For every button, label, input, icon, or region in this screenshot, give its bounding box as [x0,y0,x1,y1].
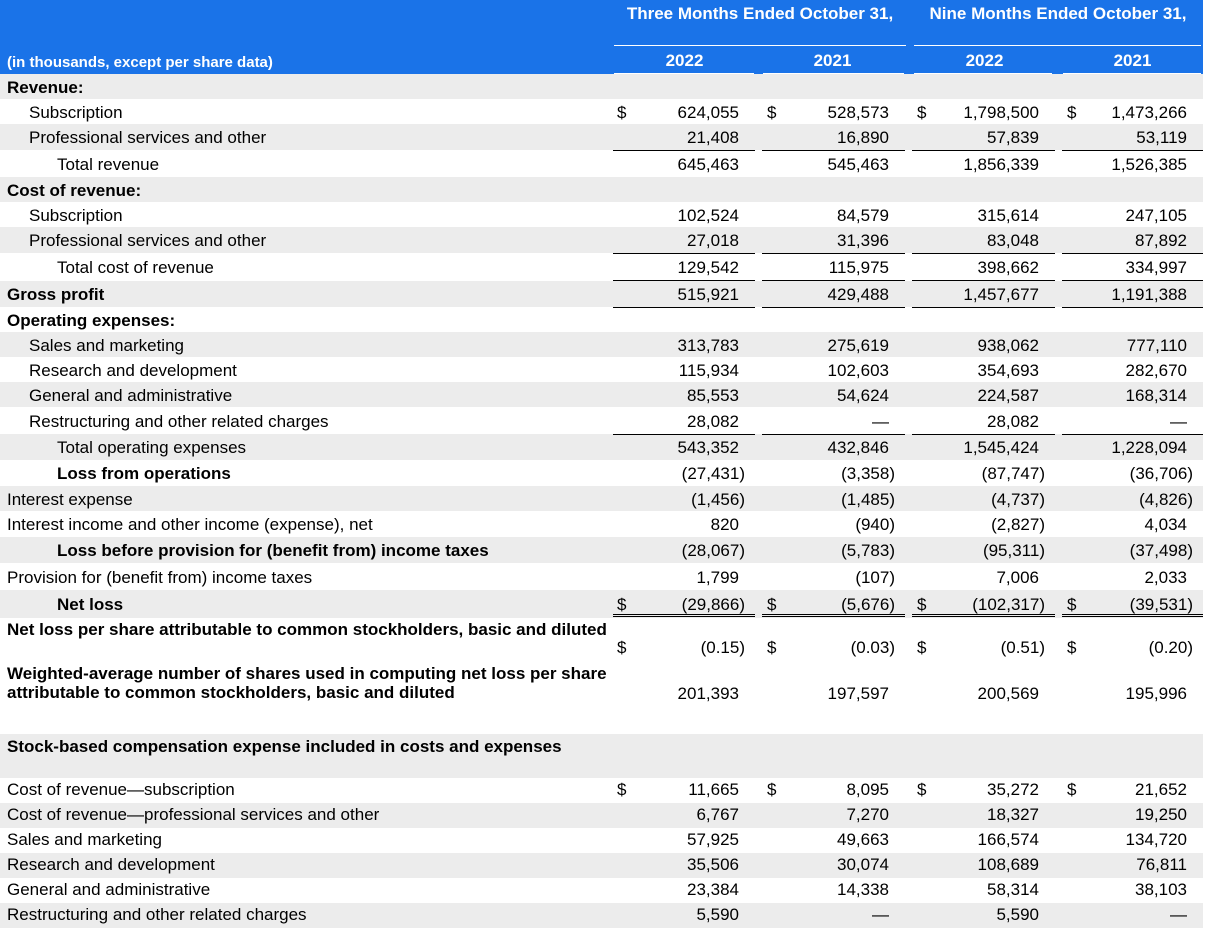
total-underline [762,307,905,308]
value-cell: 35,272 [987,780,1039,799]
three-months-heading: Three Months Ended October 31, [626,4,894,23]
double-underline [613,614,755,617]
value-cell: (5,676) [841,595,895,614]
total-underline [912,253,1055,254]
value-cell: (36,706) [1129,464,1193,483]
currency-sign: $ [917,638,927,657]
value-cell: — [872,412,889,431]
value-cell: 49,663 [837,830,889,849]
value-cell: 30,074 [837,855,889,874]
row-label: Cost of revenue—subscription [7,780,235,799]
table-row [0,124,1203,150]
total-underline [1062,150,1203,151]
value-cell: 4,034 [1144,515,1187,534]
value-cell: (37,498) [1129,541,1193,560]
value-cell: 76,811 [1136,855,1187,874]
value-cell: 354,693 [977,361,1039,380]
value-cell: 247,105 [1125,206,1187,225]
value-cell: 7,006 [996,568,1039,587]
value-cell: 528,573 [827,103,889,122]
table-row [0,177,1203,202]
sbc-row [0,853,1203,878]
double-underline [762,614,905,617]
value-cell: 28,082 [987,412,1039,431]
value-cell: 334,997 [1125,258,1187,277]
row-label: Revenue: [7,78,84,97]
value-cell: 820 [710,515,739,534]
double-underline [912,614,1055,617]
value-cell: 21,408 [687,128,739,147]
year-col-2: 2021 [813,51,852,70]
value-cell: 28,082 [687,412,739,431]
sbc-row [0,778,1203,803]
value-cell: (29,866) [681,595,745,614]
value-cell: (28,067) [681,541,745,560]
total-underline [613,307,755,308]
nine-months-heading: Nine Months Ended October 31, [929,4,1187,23]
year-col-1: 2022 [665,51,704,70]
value-cell: 545,463 [827,155,889,174]
value-cell: 27,018 [687,231,739,250]
value-cell: 1,457,677 [963,285,1039,304]
total-underline [912,434,1055,435]
total-underline [762,280,905,281]
table-row [0,662,1203,706]
value-cell: — [1170,412,1187,431]
value-cell: (87,747) [981,464,1045,483]
currency-sign: $ [1067,595,1077,614]
value-cell: 83,048 [987,231,1039,250]
value-cell: (4,737) [991,490,1045,509]
value-cell: (1,456) [691,490,745,509]
value-cell: 1,798,500 [963,103,1039,122]
year-col-3: 2022 [965,51,1004,70]
table-row [0,382,1203,407]
total-underline [613,253,755,254]
value-cell: 1,191,388 [1111,285,1187,304]
value-cell: 197,597 [827,684,889,703]
row-label: Professional services and other [29,128,267,147]
sbc-row [0,903,1203,928]
value-cell: 19,250 [1135,805,1187,824]
value-cell: 84,579 [837,206,889,225]
currency-sign: $ [617,103,627,122]
total-underline [1062,280,1203,281]
row-label: Restructuring and other related charges [29,412,329,431]
value-cell: 11,665 [688,780,739,799]
value-cell: 35,506 [687,855,739,874]
table-row [0,357,1203,382]
row-label: Provision for (benefit from) income taxes [7,568,313,587]
table-row [0,460,1203,486]
currency-sign: $ [767,103,777,122]
value-cell: (940) [855,515,895,534]
value-cell: 87,892 [1135,231,1187,250]
table-row [0,407,1203,434]
value-cell: 1,799 [696,568,739,587]
value-cell: (4,826) [1139,490,1193,509]
value-cell: 18,327 [987,805,1039,824]
currency-sign: $ [617,638,627,657]
table-row [0,537,1203,563]
units-note: (in thousands, except per share data) [7,54,273,71]
total-underline [1062,307,1203,308]
row-label: Interest income and other income (expense), net [7,515,373,534]
row-label: Sales and marketing [7,830,162,849]
value-cell: (27,431) [681,464,745,483]
value-cell: 85,553 [687,386,739,405]
value-cell: 1,473,266 [1111,103,1187,122]
value-cell: (95,311) [982,541,1045,560]
value-cell: 5,590 [696,905,739,924]
value-cell: — [872,905,889,924]
value-cell: 315,614 [977,206,1039,225]
value-cell: 21,652 [1135,780,1187,799]
sbc-heading: Stock-based compensation expense included in costs and expenses [7,737,562,756]
sbc-heading-row [0,734,1203,778]
value-cell: 168,314 [1125,386,1187,405]
double-underline [1062,614,1203,617]
row-label: General and administrative [29,386,233,405]
row-label: Total cost of revenue [57,258,214,277]
row-label: Gross profit [7,285,105,304]
value-cell: 200,569 [977,684,1039,703]
row-label: Interest expense [7,490,133,509]
value-cell: 57,839 [987,128,1039,147]
value-cell: 515,921 [677,285,739,304]
table-row [0,486,1203,511]
row-label: Net loss [57,595,124,614]
currency-sign: $ [917,103,927,122]
value-cell: 282,670 [1125,361,1187,380]
value-cell: 645,463 [677,155,739,174]
total-underline [762,434,905,435]
value-cell: 57,925 [687,830,739,849]
total-underline [613,150,755,151]
currency-sign: $ [917,595,927,614]
row-label: Loss from operations [57,464,231,483]
value-cell: 543,352 [677,438,739,457]
currency-sign: $ [1067,103,1077,122]
sbc-row [0,828,1203,853]
currency-sign: $ [617,595,627,614]
total-underline [762,150,905,151]
value-cell: 432,846 [827,438,889,457]
value-cell: 1,856,339 [963,155,1039,174]
table-row [0,332,1203,357]
sbc-row [0,878,1203,903]
currency-sign: $ [767,780,777,799]
value-cell: (39,531) [1129,595,1193,614]
value-cell: 134,720 [1125,830,1187,849]
row-label: Loss before provision for (benefit from) income taxes [57,541,489,560]
value-cell: 129,542 [677,258,739,277]
value-cell: 108,689 [977,855,1039,874]
value-cell: 2,033 [1144,568,1187,587]
value-cell: 31,396 [837,231,889,250]
table-row [0,202,1203,227]
table-row [0,511,1203,537]
value-cell: 54,624 [837,386,889,405]
table-header [0,0,1203,74]
value-cell: 38,103 [1135,880,1187,899]
row-label: Restructuring and other related charges [7,905,307,924]
table-row [0,563,1203,590]
value-cell: (1,485) [841,490,895,509]
value-cell: 624,055 [677,103,739,122]
row-label: Total revenue [57,155,160,174]
currency-sign: $ [1067,780,1077,799]
currency-sign: $ [617,780,627,799]
value-cell: (0.51) [1000,638,1045,657]
row-label: Cost of revenue—professional services and other [7,805,380,824]
total-underline [912,280,1055,281]
value-cell: 5,590 [996,905,1039,924]
total-underline [613,434,755,435]
value-cell: 53,119 [1136,128,1187,147]
total-underline [613,280,755,281]
sbc-row [0,803,1203,828]
table-row [0,253,1203,281]
value-cell: 6,767 [696,805,739,824]
value-cell: 398,662 [977,258,1039,277]
value-cell: 938,062 [977,336,1039,355]
value-cell: (2,827) [991,515,1045,534]
value-cell: (5,783) [841,541,895,560]
table-row [0,307,1203,332]
value-cell: 429,488 [827,285,889,304]
row-label: Net loss per share attributable to common stockholders, basic and diluted [7,620,607,639]
row-label: Subscription [29,206,123,225]
row-label: General and administrative [7,880,211,899]
year-col-4: 2021 [1113,51,1152,70]
row-label: Subscription [29,103,123,122]
value-cell: 58,314 [987,880,1039,899]
table-row [0,281,1203,307]
row-label: Cost of revenue: [7,181,142,200]
row-label: Professional services and other [29,231,267,250]
row-label: Research and development [7,855,215,874]
value-cell: 7,270 [846,805,889,824]
value-cell: 115,934 [678,361,739,380]
currency-sign: $ [767,595,777,614]
value-cell: 8,095 [846,780,889,799]
value-cell: (3,358) [841,464,895,483]
value-cell: — [1170,905,1187,924]
value-cell: 777,110 [1126,336,1187,355]
value-cell: 313,783 [677,336,739,355]
row-label: Sales and marketing [29,336,184,355]
currency-sign: $ [767,638,777,657]
value-cell: 1,526,385 [1111,155,1187,174]
total-underline [912,150,1055,151]
total-underline [1062,253,1203,254]
total-underline [1062,434,1203,435]
value-cell: 201,393 [677,684,739,703]
table-row [0,618,1203,662]
table-row [0,227,1203,253]
value-cell: 102,524 [677,206,739,225]
value-cell: (102,317) [972,595,1045,614]
table-row [0,99,1203,124]
value-cell: 1,545,424 [963,438,1039,457]
value-cell: (0.20) [1148,638,1193,657]
total-underline [912,307,1055,308]
value-cell: 275,619 [827,336,889,355]
currency-sign: $ [1067,638,1077,657]
value-cell: 224,587 [977,386,1039,405]
value-cell: 1,228,094 [1111,438,1187,457]
table-row [0,74,1203,99]
total-underline [762,253,905,254]
value-cell: 166,574 [977,830,1039,849]
value-cell: (107) [855,568,895,587]
row-label: Research and development [29,361,237,380]
value-cell: 102,603 [827,361,889,380]
value-cell: (0.15) [700,638,745,657]
table-row [0,434,1203,460]
value-cell: 16,890 [837,128,889,147]
value-cell: 115,975 [828,258,889,277]
row-label: Total operating expenses [57,438,247,457]
value-cell: 14,338 [837,880,889,899]
row-label: Weighted-average number of shares used in computing net loss per share attributable to common stockholders, basic and diluted [7,664,607,702]
row-label: Operating expenses: [7,311,176,330]
value-cell: 195,996 [1125,684,1187,703]
table-row [0,150,1203,177]
value-cell: 23,384 [687,880,739,899]
currency-sign: $ [917,780,927,799]
value-cell: (0.03) [850,638,895,657]
